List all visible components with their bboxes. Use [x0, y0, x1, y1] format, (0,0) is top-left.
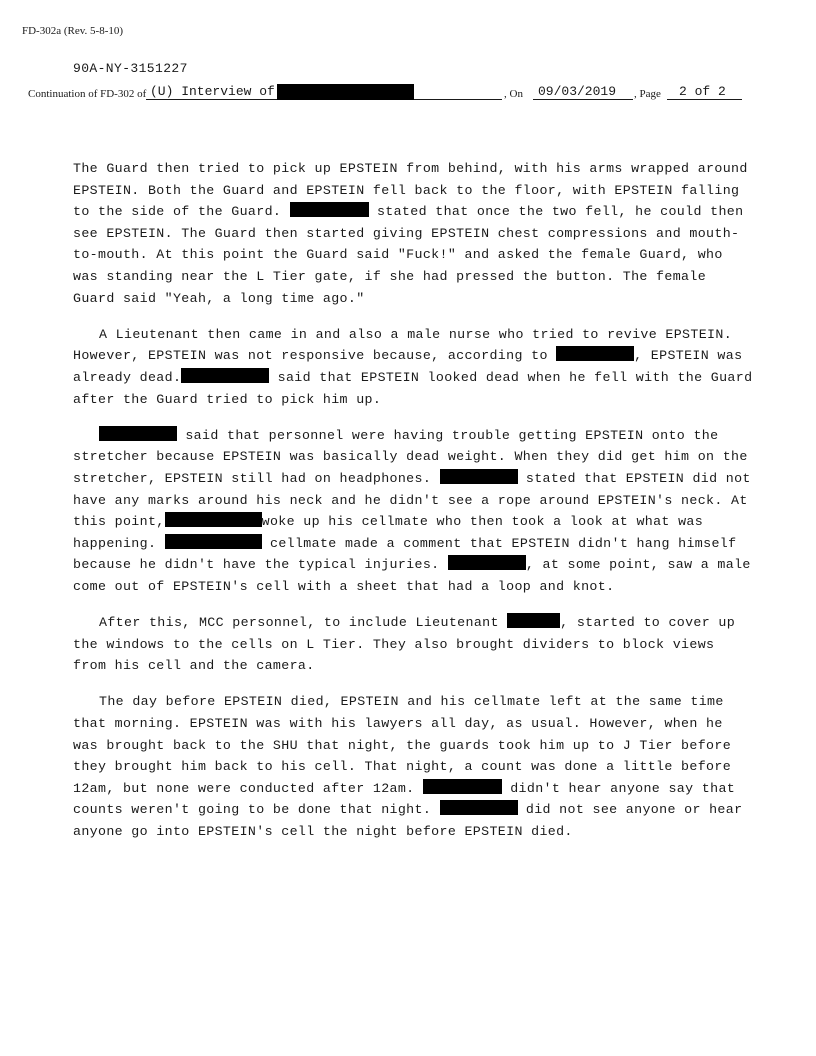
paragraph-text: The day before EPSTEIN died, EPSTEIN and his cellmate left at the same time that morning. EPSTEIN was with his lawyers all day, as usual. However, when he was brought back to the SHU that night, the guards took him up to J Tier before they brought him back to his cell. That night, a count was done a little before 12am, but none were conducted after 12am. — [73, 694, 732, 796]
paragraph-4 — [73, 612, 753, 677]
page-label: , Page — [634, 88, 661, 100]
paragraph-text: said that EPSTEIN looked dead when he fell with the Guard after the Guard tried to pick him up. — [73, 369, 753, 407]
subject-field — [146, 84, 502, 100]
redaction-block — [99, 426, 177, 441]
paragraph-text: , EPSTEIN was already dead. — [73, 348, 743, 385]
redaction-block — [440, 800, 518, 815]
file-number: 90A-NY-3151227 — [73, 61, 188, 76]
redaction-block — [277, 84, 414, 100]
date-field — [533, 84, 633, 100]
paragraph-1 — [73, 158, 753, 309]
redaction-block — [290, 202, 369, 217]
interview-body — [73, 158, 753, 857]
on-label: , On — [504, 88, 523, 100]
redaction-block — [165, 512, 262, 527]
redaction-block — [440, 469, 518, 484]
paragraph-text: stated that EPSTEIN did not have any marks around his neck and he didn't see a rope around EPSTEIN's neck. At this point, — [73, 470, 751, 530]
paragraph-text: , at some point, saw a male come out of EPSTEIN's cell with a sheet that had a loop and knot. — [73, 557, 751, 594]
page-text: 2 of 2 — [679, 84, 726, 99]
paragraph-text: stated that once the two fell, he could then see EPSTEIN. The Guard then started giving EPSTEIN chest compressions and mouth-to-mouth. At this point the Guard said "Fuck!" and asked the female Guard, who was standing near the L Tier gate, if she had pressed the button. The female Guard said "Yeah, a long time ago." — [73, 204, 744, 306]
redaction-block — [423, 779, 502, 794]
paragraph-text: woke up his cellmate who then took a look at what was happening. — [73, 514, 704, 551]
paragraph-text: said that personnel were having trouble getting EPSTEIN onto the stretcher because EPSTEIN was basically dead weight. When they did get him on the stretcher, EPSTEIN still had on headphones. — [73, 427, 748, 486]
paragraph-text: A Lieutenant then came in and also a male nurse who tried to revive EPSTEIN. However, EPSTEIN was not responsive because, according to — [73, 326, 733, 364]
form-number: FD-302a (Rev. 5-8-10) — [22, 25, 124, 37]
paragraph-text: didn't hear anyone say that counts weren't going to be done that night. — [73, 780, 736, 818]
date-text: 09/03/2019 — [538, 84, 617, 99]
subject-text: (U) Interview of — [150, 84, 275, 100]
redaction-block — [181, 368, 269, 383]
paragraph-2 — [73, 324, 753, 410]
paragraph-text: did not see anyone or hear anyone go into EPSTEIN's cell the night before EPSTEIN died. — [73, 802, 743, 839]
redaction-block — [556, 346, 634, 361]
paragraph-5 — [73, 691, 753, 842]
redaction-block — [448, 555, 526, 570]
paragraph-text: The Guard then tried to pick up EPSTEIN from behind, with his arms wrapped around EPSTEIN. Both the Guard and EPSTEIN fell back to the floor, with EPSTEIN falling to the side of the Guard. — [73, 161, 748, 220]
paragraph-3 — [73, 425, 753, 598]
paragraph-text: cellmate made a comment that EPSTEIN didn't hang himself because he didn't have the typical injuries. — [73, 535, 737, 573]
continuation-header — [0, 84, 816, 104]
page-field — [667, 84, 742, 100]
paragraph-text: After this, MCC personnel, to include Lieutenant — [99, 615, 499, 631]
redaction-block — [165, 534, 262, 549]
continuation-label: Continuation of FD-302 of — [28, 88, 147, 100]
paragraph-text: , started to cover up the windows to the cells on L Tier. They also brought dividers to block views from his cell and the camera. — [73, 615, 736, 674]
redaction-block — [507, 613, 560, 628]
